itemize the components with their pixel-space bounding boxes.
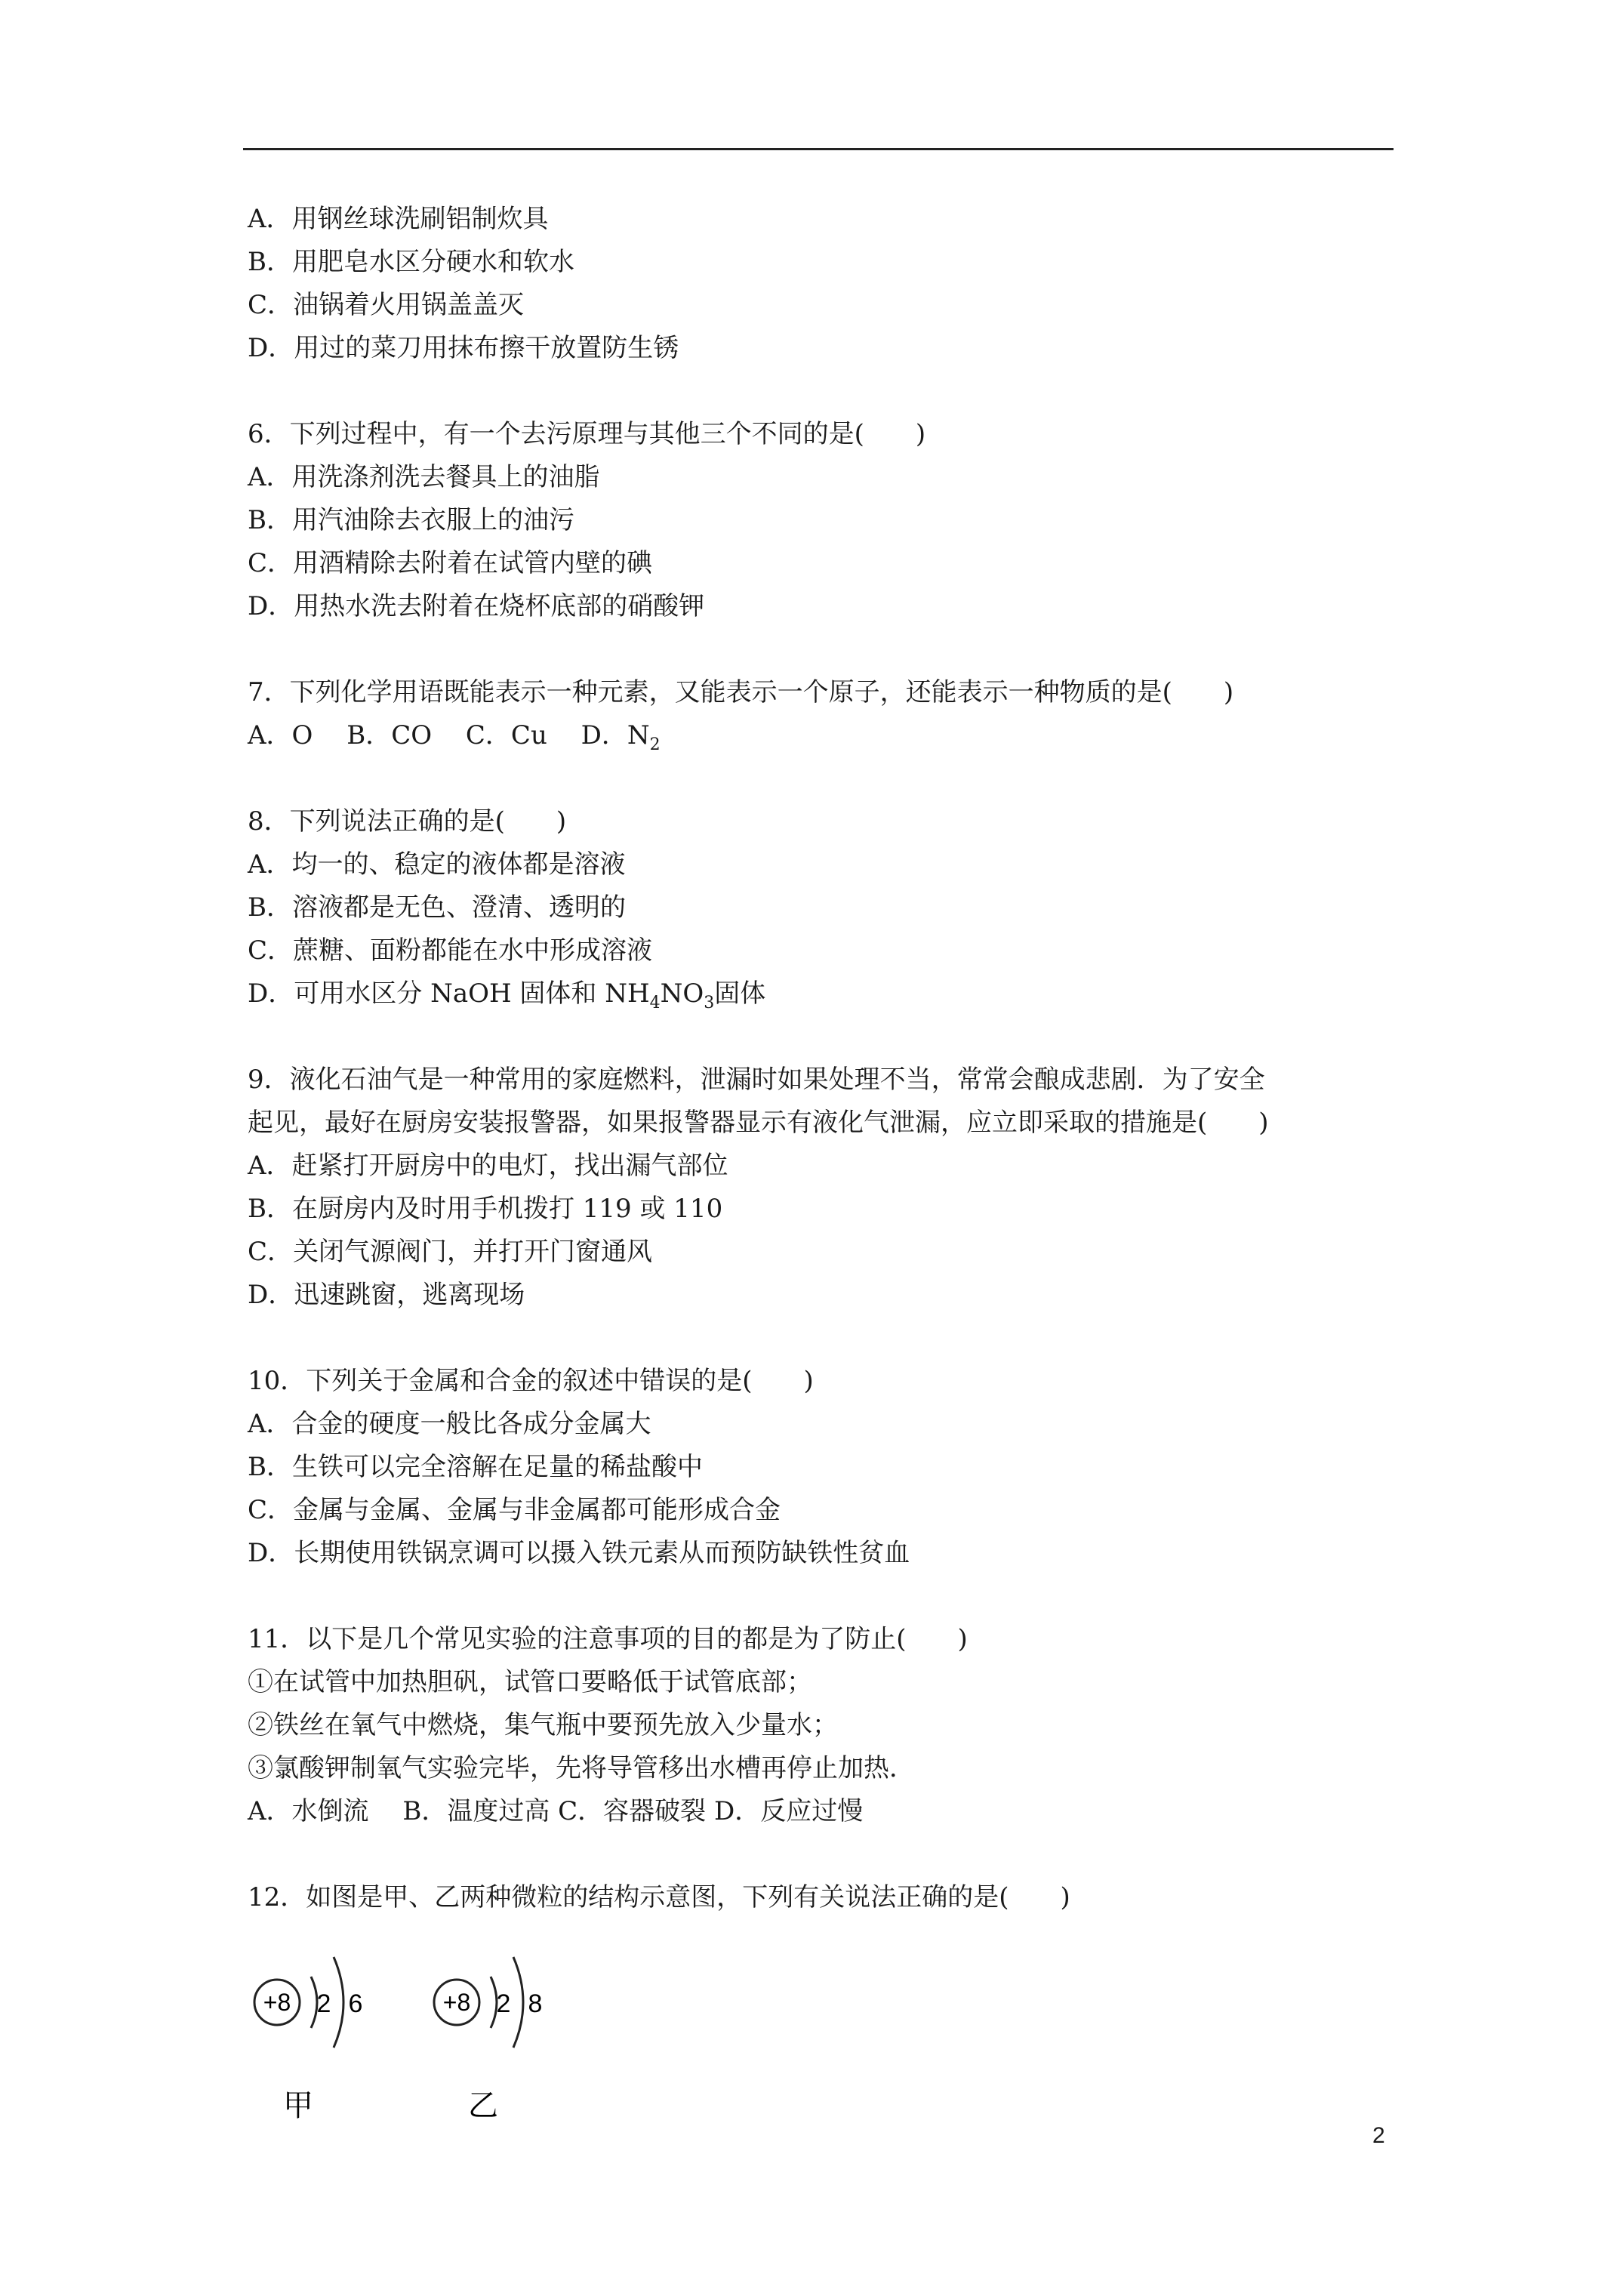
q8-option-b: B．溶液都是无色、澄清、透明的 (248, 892, 626, 923)
q9-option-c: C．关闭气源阀门，并打开门窗通风 (248, 1237, 653, 1267)
q8-d-text-1: D．可用水区分 NaOH 固体和 NH (248, 978, 650, 1009)
q10-option-d: D．长期使用铁锅烹调可以摄入铁元素从而预防缺铁性贫血 (248, 1538, 910, 1568)
q5-option-c: C．油锅着火用锅盖盖灭 (248, 290, 525, 320)
header-rule (243, 148, 1394, 150)
q6-option-d: D．用热水洗去附着在烧杯底部的硝酸钾 (248, 591, 705, 621)
q12-stem: 12．如图是甲、乙两种微粒的结构示意图，下列有关说法正确的是( ) (248, 1882, 1070, 1912)
q9-stem-line-1: 9．液化石油气是一种常用的家庭燃料，泄漏时如果处理不当，常常会酿成悲剧．为了安全 (248, 1065, 1265, 1095)
q9-option-b: B．在厨房内及时用手机拨打 119 或 110 (248, 1194, 723, 1224)
q7-stem: 7．下列化学用语既能表示一种元素，又能表示一个原子，还能表示一种物质的是( ) (248, 677, 1234, 707)
q9-option-d: D．迅速跳窗，逃离现场 (248, 1280, 525, 1310)
q8-d-sub-2: 3 (704, 994, 715, 1012)
q8-stem: 8．下列说法正确的是( ) (248, 806, 567, 837)
atom-jia (254, 1957, 362, 2123)
yi-shell-2-arc (513, 1957, 523, 2048)
q6-option-a: A．用洗涤剂洗去餐具上的油脂 (248, 462, 600, 492)
yi-nucleus-charge: +8 (442, 1989, 471, 2016)
atom-yi (434, 1957, 542, 2123)
q10-option-b: B．生铁可以完全溶解在足量的稀盐酸中 (248, 1452, 703, 1482)
q11-options: A．水倒流 B．温度过高 C．容器破裂 D．反应过慢 (248, 1796, 864, 1826)
q10-option-a: A．合金的硬度一般比各成分金属大 (248, 1409, 651, 1439)
page-number: 2 (1372, 2123, 1385, 2148)
jia-shell-2-arc (334, 1957, 343, 2048)
yi-shell-1-electrons: 2 (496, 1989, 511, 2018)
q10-stem: 10．下列关于金属和合金的叙述中错误的是( ) (248, 1366, 814, 1396)
q8-d-text-3: 固体 (714, 978, 766, 1009)
yi-shell-2-electrons: 8 (528, 1989, 543, 2018)
q6-option-c: C．用酒精除去附着在试管内壁的碘 (248, 548, 653, 578)
jia-shell-1-electrons: 2 (316, 1989, 331, 2018)
q5-option-a: A．用钢丝球洗刷铝制炊具 (248, 204, 549, 234)
q7-options (248, 719, 661, 752)
q7-options-text: A．O B．CO C．Cu D．N (248, 720, 650, 750)
jia-shell-2-electrons: 6 (348, 1989, 363, 2018)
q5-option-d: D．用过的菜刀用抹布擦干放置防生锈 (248, 333, 679, 363)
q8-option-d (248, 977, 765, 1010)
q11-item-2: ②铁丝在氧气中燃烧，集气瓶中要预先放入少量水； (248, 1710, 838, 1740)
q6-option-b: B．用汽油除去衣服上的油污 (248, 505, 574, 535)
q6-stem: 6．下列过程中，有一个去污原理与其他三个不同的是( ) (248, 419, 926, 449)
q11-item-3: ③氯酸钾制氧气实验完毕，先将导管移出水槽再停止加热． (248, 1753, 915, 1783)
jia-nucleus-charge: +8 (263, 1989, 291, 2016)
jia-label: 甲 (283, 2088, 313, 2123)
q8-option-a: A．均一的、稳定的液体都是溶液 (248, 849, 626, 880)
q11-item-1: ①在试管中加热胆矾，试管口要略低于试管底部； (248, 1667, 812, 1697)
q8-d-text-2: NO (660, 978, 704, 1009)
yi-label: 乙 (468, 2088, 498, 2123)
q7-subscript: 2 (649, 735, 661, 754)
q9-stem-line-2: 起见，最好在厨房安装报警器，如果报警器显示有液化气泄漏，应立即采取的措施是( ) (248, 1108, 1269, 1138)
atom-structure-diagram (242, 1918, 559, 2129)
q11-stem: 11．以下是几个常见实验的注意事项的目的都是为了防止( ) (248, 1624, 968, 1654)
q5-option-b: B．用肥皂水区分硬水和软水 (248, 247, 574, 277)
q9-option-a: A．赶紧打开厨房中的电灯，找出漏气部位 (248, 1151, 728, 1181)
q8-d-sub-1: 4 (649, 994, 661, 1012)
q8-option-c: C．蔗糖、面粉都能在水中形成溶液 (248, 935, 653, 966)
q10-option-c: C．金属与金属、金属与非金属都可能形成合金 (248, 1495, 781, 1525)
